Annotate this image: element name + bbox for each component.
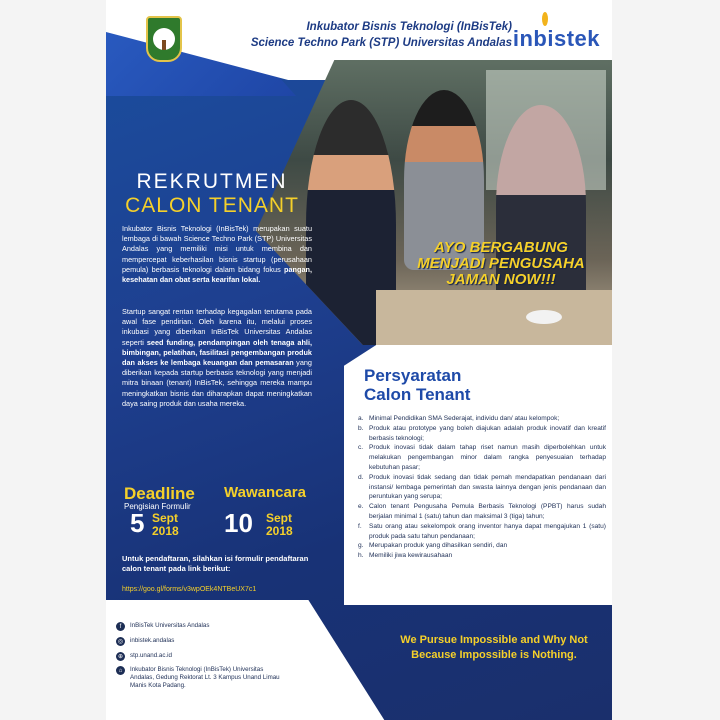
- deadline-month: Sept: [152, 511, 179, 525]
- motto: [376, 633, 612, 663]
- list-letter: f.: [358, 522, 362, 530]
- deadline-month-year: [152, 512, 179, 538]
- requirements-list: [358, 414, 606, 561]
- contact-facebook[interactable]: [116, 622, 209, 631]
- list-item: [358, 424, 606, 444]
- list-text: Merupakan produk yang dihasilkan sendiri, dan: [369, 542, 508, 550]
- tagline-line: AYO BERGABUNG: [434, 239, 568, 256]
- contact-website[interactable]: [116, 652, 172, 661]
- photo-table: [376, 290, 612, 350]
- requirements-title-line2: Calon Tenant: [364, 385, 471, 404]
- list-item: [358, 473, 606, 502]
- contact-text: inbistek.andalas: [130, 637, 175, 644]
- registration-text: Untuk pendaftaran, silahkan isi formulir pendaftaran calon tenant pada link berikut:: [122, 554, 309, 573]
- list-text: Minimal Pendidikan SMA Sederajat, individu dan/ atau kelompok;: [369, 415, 560, 422]
- list-text: Produk inovasi tidak sedang dan tidak pernah mendapatkan pendanaan dari instansi/ lembaga pemerintah dan swasta lainnya dengan jenis pendanaan dan peruntukan yang serupa;: [369, 473, 606, 501]
- contact-text: stp.unand.ac.id: [130, 652, 172, 659]
- description-text: Startup sangat rentan terhadap kegagalan terutama pada awal fase pendirian. Oleh karena itu, melalui proses inkubasi yang diberikan InBisTek Universitas Andalas seperti: [122, 307, 312, 347]
- contact-text: Inkubator Bisnis Teknologi (InBisTek) Universitas Andalas, Gedung Rektorat Lt. 3 Kampus Unand Limau Manis Kota Padang.: [130, 666, 280, 689]
- interview-month: Sept: [266, 511, 293, 525]
- list-text: Satu orang atau sekelompok orang inventor hanya dapat mengajukan 1 (satu) produk pada satu tahun pendanaan;: [369, 522, 606, 540]
- list-text: Produk atau prototype yang boleh diajukan adalah produk inovatif dan kreatif berbasis teknologi;: [369, 424, 606, 442]
- list-letter: a.: [358, 415, 364, 422]
- list-letter: b.: [358, 424, 364, 432]
- contact-text: InBisTek Universitas Andalas: [130, 622, 210, 629]
- description-highlight: seed funding, pendampingan oleh tenaga ahli, bimbingan, pelatihan, fasilitasi pengembangan produk dan akses ke lembaga keuangan dan pemasaran: [122, 337, 313, 368]
- motto-line: We Pursue Impossible and Why Not: [400, 634, 588, 646]
- deadline-day: 5: [130, 508, 145, 538]
- tagline-line: JAMAN NOW!!!: [446, 271, 556, 288]
- web-icon: ⊕: [117, 653, 124, 660]
- list-item: [358, 414, 606, 424]
- interview-year: 2018: [266, 524, 293, 538]
- description-text: yang diberikan kepada startup berbasis teknologi yang menjadi mitra binaan (tenant) InBisTek, sehingga mereka mampu meningkatkan bisnis dan diharapkan dapat meningkatkan daya saing produk dan usaha mereka.: [122, 358, 312, 408]
- list-letter: e.: [358, 503, 364, 511]
- list-item: [358, 502, 606, 522]
- list-text: Calon tenant Pengusaha Pemula Berbasis Teknologi (PPBT) harus sudah berjalan minimal 1 (satu) tahun dan maksimal 3 (tiga) tahun;: [369, 503, 606, 520]
- org-name-line2: Science Techno Park (STP) Universitas Andalas: [250, 37, 512, 49]
- deadline-year: 2018: [152, 524, 179, 538]
- interview-day: 10: [224, 508, 253, 538]
- coffee-cup: [526, 310, 562, 324]
- university-seal-logo: [146, 16, 182, 62]
- list-letter: c.: [358, 444, 364, 452]
- location-icon: ⌂: [116, 666, 125, 675]
- registration-link[interactable]: https://goo.gl/forms/v3wpOEk4NTBeUX7c1: [122, 586, 257, 593]
- list-item: [358, 551, 606, 561]
- hero-tagline: [396, 240, 606, 288]
- deadline-subtitle: Pengisian Formulir: [124, 502, 191, 511]
- description-paragraph-2: [122, 307, 312, 409]
- team-photo: [256, 60, 612, 345]
- facebook-icon: f: [116, 622, 125, 631]
- interview-month-year: [266, 512, 293, 538]
- deadline-title: Deadline: [124, 484, 195, 503]
- list-letter: g.: [358, 542, 364, 550]
- recruitment-poster: [106, 0, 612, 720]
- contact-address: [116, 666, 281, 690]
- list-item: [358, 522, 606, 542]
- contact-instagram[interactable]: [116, 637, 174, 646]
- list-text: Produk inovasi tidak dalam tahap riset namun masih diperbolehkan untuk melakukan pengembangan minor dalam rangka penyesuaian terhadap kebutuhan pasar;: [369, 444, 606, 471]
- list-letter: d.: [358, 473, 364, 481]
- tagline-line: MENJADI PENGUSAHA: [417, 255, 585, 272]
- org-name-line1: Inkubator Bisnis Teknologi (InBisTek): [306, 21, 512, 33]
- title-rekrutmen: REKRUTMEN: [136, 170, 288, 193]
- description-paragraph-1: [122, 224, 312, 285]
- description-text: Inkubator Bisnis Teknologi (InBisTek) merupakan suatu lembaga di bawah Science Techno Park (STP) Universitas Andalas yang memiliki misi untuk membina dan mempercepat keberhasilan bisnis startup (perusahaan pemula) berbasis teknologi dalam bidang fokus: [122, 224, 312, 274]
- inbistek-logo-mark-icon: [542, 12, 548, 26]
- list-text: Memiliki jiwa kewirausahaan: [369, 552, 453, 560]
- title-calon-tenant: CALON TENANT: [125, 194, 299, 217]
- list-item: [358, 443, 606, 472]
- instagram-icon: ◎: [117, 638, 124, 645]
- list-item: [358, 541, 606, 551]
- interview-title: Wawancara: [224, 484, 306, 501]
- description-highlight: pangan, kesehatan dan obat serta kearifan lokal.: [122, 264, 312, 285]
- motto-line: Because Impossible is Nothing.: [411, 649, 577, 661]
- requirements-title-line1: Persyaratan: [364, 366, 462, 385]
- inbistek-logo: inbistek: [512, 26, 600, 51]
- list-letter: h.: [358, 552, 364, 560]
